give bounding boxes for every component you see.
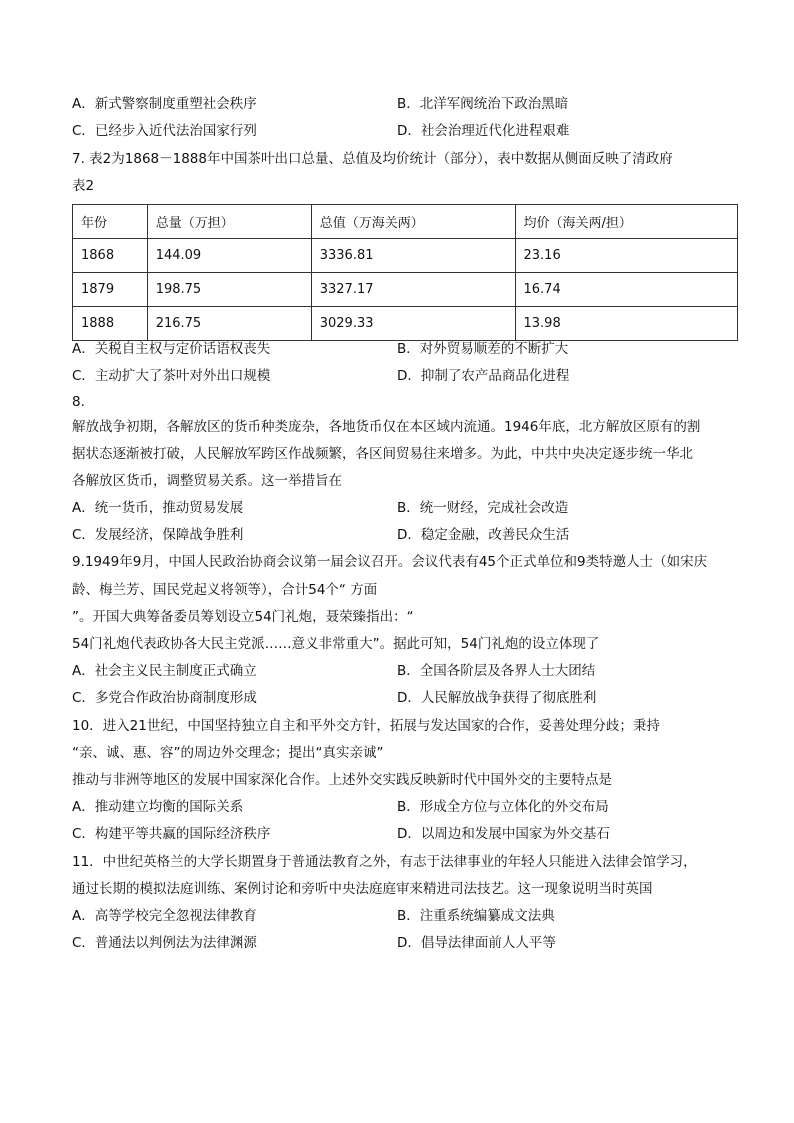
table-header-cell: 年份 — [73, 205, 148, 239]
q11-option-a: A．高等学校完全忽视法律教育 — [72, 908, 257, 924]
q8-stem-line-2: 据状态逐渐被打破，人民解放军跨区作战频繁，各区间贸易往来增多。为此，中共中央决定逐步统一华北 — [72, 446, 693, 462]
q6-option-a: A．新式警察制度重塑社会秩序 — [72, 96, 257, 112]
q11-option-c: C．普通法以判例法为法律渊源 — [72, 935, 257, 951]
table-header-cell: 总量（万担） — [147, 205, 311, 239]
table-cell: 13.98 — [515, 307, 738, 341]
q8-stem-line-1: 解放战争初期，各解放区的货币种类庞杂，各地货币仅在本区域内流通。1946年底，北方解放区原有的割 — [72, 419, 701, 435]
q10-option-d: D．以周边和发展中国家为外交基石 — [397, 826, 610, 842]
table-cell: 216.75 — [147, 307, 311, 341]
q9-option-c: C．多党合作政治协商制度形成 — [72, 690, 257, 706]
q9-stem-line-3: ”。开国大典筹备委员筹划设立54门礼炮，聂荣臻指出：“ — [72, 609, 414, 625]
q9-stem-line-4: 54门礼炮代表政协各大民主党派……意义非常重大”。据此可知，54门礼炮的设立体现了 — [72, 636, 600, 652]
q10-option-c: C．构建平等共赢的国际经济秩序 — [72, 826, 271, 842]
q10-stem-line-3: 推动与非洲等地区的发展中国家深化合作。上述外交实践反映新时代中国外交的主要特点是 — [72, 772, 612, 788]
q7-stem: 7. 表2为1868－1888年中国茶叶出口总量、总值及均价统计（部分），表中数据从侧面反映了清政府 — [72, 151, 673, 167]
table-header-row — [73, 205, 738, 239]
q10-stem-line-1: 10．进入21世纪，中国坚持独立自主和平外交方针，拓展与发达国家的合作，妥善处理分歧；秉持 — [72, 718, 660, 734]
q11-option-d: D．倡导法律面前人人平等 — [397, 935, 556, 951]
q7-option-d: D．抑制了农产品商品化进程 — [397, 368, 570, 384]
table-row — [73, 273, 738, 307]
q10-option-b: B．形成全方位与立体化的外交布局 — [397, 799, 609, 815]
q7-option-b: B．对外贸易顺差的不断扩大 — [397, 341, 569, 357]
q9-option-b: B．全国各阶层及各界人士大团结 — [397, 663, 596, 679]
table-cell: 198.75 — [147, 273, 311, 307]
q11-option-b: B．注重系统编纂成文法典 — [397, 908, 555, 924]
q8-number: 8. — [72, 394, 85, 410]
q6-option-d: D．社会治理近代化进程艰难 — [397, 123, 570, 139]
q9-option-a: A．社会主义民主制度正式确立 — [72, 663, 257, 679]
q8-option-b: B．统一财经，完成社会改造 — [397, 500, 569, 516]
q7-option-a: A．关税自主权与定价话语权丧失 — [72, 341, 271, 357]
q8-option-d: D．稳定金融，改善民众生活 — [397, 527, 570, 543]
q8-stem-line-3: 各解放区货币，调整贸易关系。这一举措旨在 — [72, 473, 342, 489]
q11-stem-line-1: 11．中世纪英格兰的大学长期置身于普通法教育之外，有志于法律事业的年轻人只能进入法律会馆学习， — [72, 854, 697, 870]
table-row — [73, 239, 738, 273]
q9-option-d: D．人民解放战争获得了彻底胜利 — [397, 690, 597, 706]
q9-stem-line-2: 龄、梅兰芳、国民党起义将领等），合计54个“ 方面 — [72, 582, 378, 598]
table-cell: 3327.17 — [311, 273, 515, 307]
q8-option-c: C．发展经济，保障战争胜利 — [72, 527, 244, 543]
table-header-cell: 均价（海关两/担） — [515, 205, 738, 239]
table-cell: 23.16 — [515, 239, 738, 273]
q11-stem-line-2: 通过长期的模拟法庭训练、案例讨论和旁听中央法庭庭审来精进司法技艺。这一现象说明当时英国 — [72, 881, 653, 897]
q9-stem-line-1: 9.1949年9月，中国人民政治协商会议第一届会议召开。会议代表有45个正式单位和9类特邀人士（如宋庆 — [72, 554, 708, 570]
table-header-cell: 总值（万海关两） — [311, 205, 515, 239]
q6-option-c: C．已经步入近代法治国家行列 — [72, 123, 257, 139]
table-cell: 144.09 — [147, 239, 311, 273]
q10-option-a: A．推动建立均衡的国际关系 — [72, 799, 244, 815]
q7-option-c: C．主动扩大了茶叶对外出口规模 — [72, 368, 271, 384]
table-row — [73, 307, 738, 341]
table-cell: 1888 — [73, 307, 148, 341]
q8-option-a: A．统一货币，推动贸易发展 — [72, 500, 244, 516]
table-cell: 1879 — [73, 273, 148, 307]
table-cell: 3336.81 — [311, 239, 515, 273]
q7-table-caption: 表2 — [72, 178, 95, 194]
table-cell: 1868 — [73, 239, 148, 273]
q10-stem-line-2: “亲、诚、惠、容”的周边外交理念；提出“真实亲诚” — [72, 745, 384, 761]
table-cell: 16.74 — [515, 273, 738, 307]
q6-option-b: B．北洋军阀统治下政治黑暗 — [397, 96, 569, 112]
q7-data-table — [72, 204, 738, 341]
table-cell: 3029.33 — [311, 307, 515, 341]
